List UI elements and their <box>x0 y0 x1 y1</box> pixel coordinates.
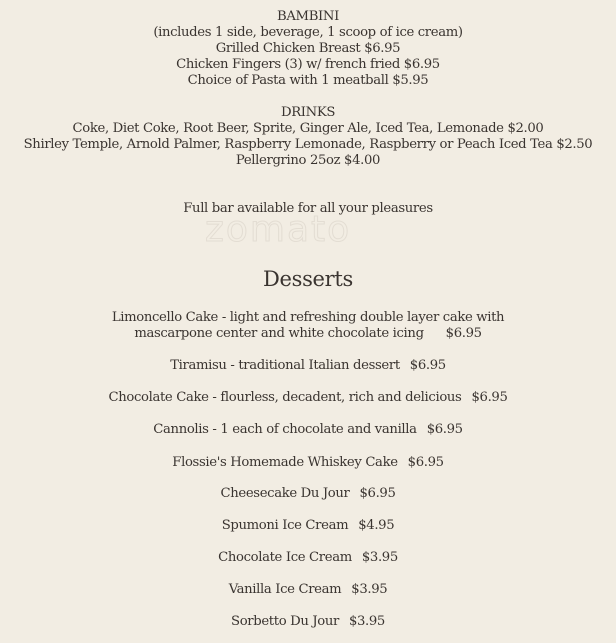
dessert-price: $6.95 <box>471 390 508 405</box>
bambini-title: BAMBINI <box>277 9 339 24</box>
dessert-name: Chocolate Ice Cream <box>218 550 352 565</box>
dessert-price: $3.95 <box>348 614 385 629</box>
bambini-note: (includes 1 side, beverage, 1 scoop of ice cream) <box>153 25 463 40</box>
dessert-name: Vanilla Ice Cream <box>228 582 342 597</box>
dessert-price: $6.95 <box>426 422 463 437</box>
dessert-item <box>0 614 616 630</box>
drinks-title: DRINKS <box>280 105 336 120</box>
drinks-item: Pellergrino 25oz $4.00 <box>235 153 381 168</box>
dessert-name: Spumoni Ice Cream <box>221 518 349 533</box>
dessert-item <box>0 358 616 374</box>
watermark-logo: zomato <box>205 209 352 250</box>
dessert-price: $4.95 <box>358 518 395 533</box>
bambini-item: Choice of Pasta with 1 meatball $5.95 <box>187 73 429 88</box>
dessert-name: Chocolate Cake - flourless, decadent, rich and delicious <box>108 390 462 405</box>
drinks-item: Shirley Temple, Arnold Palmer, Raspberry Lemonade, Raspberry or Peach Iced Tea $2.50 <box>23 137 593 152</box>
dessert-item <box>0 455 616 471</box>
dessert-item-limoncello-line2 <box>0 326 616 342</box>
dessert-name: Cannolis - 1 each of chocolate and vanilla <box>153 422 417 437</box>
dessert-name: Flossie's Homemade Whiskey Cake <box>172 455 398 470</box>
dessert-name: Cheesecake Du Jour <box>220 486 350 501</box>
dessert-item <box>0 550 616 566</box>
dessert-item-limoncello-line1: Limoncello Cake - light and refreshing double layer cake with <box>111 310 505 325</box>
dessert-price: $6.95 <box>445 326 482 341</box>
dessert-price: $6.95 <box>359 486 396 501</box>
dessert-item <box>0 422 616 438</box>
dessert-price: $3.95 <box>361 550 398 565</box>
dessert-item <box>0 486 616 502</box>
dessert-name: Sorbetto Du Jour <box>231 614 339 629</box>
dessert-price: $6.95 <box>409 358 446 373</box>
dessert-price: $3.95 <box>351 582 388 597</box>
dessert-item <box>0 518 616 534</box>
drinks-item: Coke, Diet Coke, Root Beer, Sprite, Ginger Ale, Iced Tea, Lemonade $2.00 <box>72 121 544 136</box>
dessert-item <box>0 582 616 598</box>
bambini-item: Grilled Chicken Breast $6.95 <box>215 41 401 56</box>
dessert-item <box>0 390 616 406</box>
desserts-heading: Desserts <box>262 267 354 291</box>
dessert-name: Tiramisu - traditional Italian dessert <box>170 358 400 373</box>
bambini-item: Chicken Fingers (3) w/ french fried $6.95 <box>176 57 440 72</box>
dessert-desc: mascarpone center and white chocolate icing <box>134 326 424 341</box>
bar-note: Full bar available for all your pleasures <box>183 201 433 216</box>
dessert-price: $6.95 <box>407 455 444 470</box>
